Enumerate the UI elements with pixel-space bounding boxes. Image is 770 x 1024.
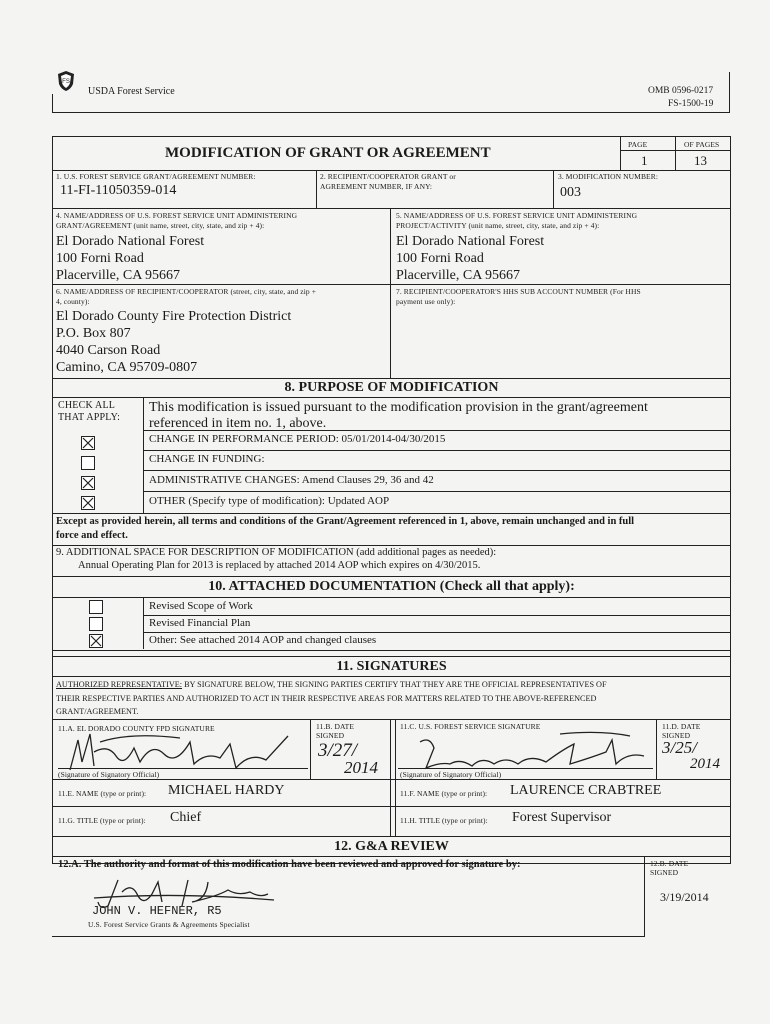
page-label: PAGE bbox=[628, 140, 648, 149]
checkbox-scope[interactable] bbox=[89, 600, 103, 614]
usda-logo-icon bbox=[56, 70, 76, 92]
sig-b-label-1: 11.B. DATE bbox=[316, 722, 355, 731]
authorized-statement-2: THEIR RESPECTIVE PARTIES AND AUTHORIZED TO ACT IN THEIR RESPECTIVE AREAS FOR MATTERS RELATED TO THE ABOVE-REFERENCED bbox=[56, 694, 597, 703]
name-e-value: MICHAEL HARDY bbox=[168, 783, 285, 798]
modification-number: 003 bbox=[560, 185, 581, 200]
f4-label-1: 4. NAME/ADDRESS OF U.S. FOREST SERVICE UNIT ADMINISTERING bbox=[56, 211, 298, 220]
sig-d-label-1: 11.D. DATE bbox=[662, 722, 701, 731]
grant-number: 11-FI-11050359-014 bbox=[60, 183, 177, 198]
f4-line-1: El Dorado National Forest bbox=[56, 234, 205, 249]
section-9-label: 9. ADDITIONAL SPACE FOR DESCRIPTION OF MODIFICATION (add additional pages as needed): bbox=[56, 547, 497, 558]
sig-d-date-1: 3/25/ bbox=[662, 738, 697, 757]
f4-line-3: Placerville, CA 95667 bbox=[56, 268, 181, 283]
except-text-2: force and effect. bbox=[56, 530, 128, 541]
f5-line-3: Placerville, CA 95667 bbox=[396, 268, 521, 283]
authorized-heading: AUTHORIZED REPRESENTATIVE: bbox=[56, 680, 183, 689]
sig-d-date-2: 2014 bbox=[690, 756, 720, 772]
checkbox-other-attach[interactable] bbox=[89, 634, 103, 648]
f4-label-2: GRANT/AGREEMENT (unit name, street, city, state, and zip + 4): bbox=[56, 221, 265, 230]
f6-line-2: P.O. Box 807 bbox=[56, 326, 131, 341]
f5-label-1: 5. NAME/ADDRESS OF U.S. FOREST SERVICE UNIT ADMINISTERING bbox=[396, 211, 638, 220]
check-all-label-2: THAT APPLY: bbox=[58, 412, 121, 423]
section-10-title: 10. ATTACHED DOCUMENTATION (Check all that apply): bbox=[208, 579, 575, 594]
f6-label-2: 4, county): bbox=[56, 297, 90, 306]
purpose-intro-2: referenced in item no. 1, above. bbox=[149, 416, 327, 431]
item-performance-period: CHANGE IN PERFORMANCE PERIOD: 05/01/2014-04/30/2015 bbox=[149, 433, 446, 445]
sig-c-label: 11.C. U.S. FOREST SERVICE SIGNATURE bbox=[400, 722, 541, 731]
authorized-statement-1: BY SIGNATURE BELOW, THE SIGNING PARTIES CERTIFY THAT THEY ARE THE OFFICIAL REPRESENTATIVES OF bbox=[182, 680, 607, 689]
except-text-1: Except as provided herein, all terms and conditions of the Grant/Agreement referenced in 1, above, remain unchanged and in full bbox=[56, 516, 635, 527]
f2-label-1: 2. RECIPIENT/COOPERATOR GRANT or bbox=[320, 172, 456, 181]
authorized-statement-3: GRANT/AGREEMENT. bbox=[56, 707, 139, 716]
sig-caption-right: (Signature of Signatory Official) bbox=[400, 770, 502, 779]
total-pages: 13 bbox=[694, 153, 707, 168]
title-h-label: 11.H. TITLE (type or print): bbox=[400, 816, 488, 825]
checkbox-performance-period[interactable] bbox=[81, 436, 95, 450]
attach-financial: Revised Financial Plan bbox=[149, 617, 251, 629]
title-h-value: Forest Supervisor bbox=[512, 810, 612, 825]
f5-line-2: 100 Forni Road bbox=[396, 251, 484, 266]
page-number: 1 bbox=[641, 153, 648, 168]
review-12b-label-1: 12.B. DATE bbox=[650, 859, 689, 868]
agency-name: USDA Forest Service bbox=[88, 86, 175, 97]
name-e-label: 11.E. NAME (type or print): bbox=[58, 789, 147, 798]
check-all-label-1: CHECK ALL bbox=[58, 400, 116, 411]
purpose-intro-1: This modification is issued pursuant to the modification provision in the grant/agreement bbox=[149, 400, 648, 415]
f2-label-2: AGREEMENT NUMBER, IF ANY: bbox=[320, 182, 433, 191]
title-g-value: Chief bbox=[170, 810, 202, 825]
sig-b-date-2: 2014 bbox=[344, 758, 378, 777]
f7-label-1: 7. RECIPIENT/COOPERATOR'S HHS SUB ACCOUNT NUMBER (For HHS bbox=[396, 287, 641, 296]
f5-line-1: El Dorado National Forest bbox=[396, 234, 545, 249]
name-f-value: LAURENCE CRABTREE bbox=[510, 783, 662, 798]
reviewer-title: U.S. Forest Service Grants & Agreements Specialist bbox=[88, 920, 250, 929]
sig-a-label: 11.A. EL DORADO COUNTY FPD SIGNATURE bbox=[58, 724, 215, 733]
review-12b-date: 3/19/2014 bbox=[660, 890, 709, 904]
section-12-title: 12. G&A REVIEW bbox=[334, 839, 449, 854]
f3-label: 3. MODIFICATION NUMBER: bbox=[558, 172, 659, 181]
section-8-title: 8. PURPOSE OF MODIFICATION bbox=[284, 380, 499, 395]
f7-label-2: payment use only): bbox=[396, 297, 456, 306]
authorized-text-1 bbox=[56, 680, 607, 689]
checkbox-funding[interactable] bbox=[81, 456, 95, 470]
checkbox-administrative[interactable] bbox=[81, 476, 95, 490]
name-f-label: 11.F. NAME (type or print): bbox=[400, 789, 488, 798]
sig-b-date-1: 3/27/ bbox=[318, 740, 358, 761]
f6-line-1: El Dorado County Fire Protection District bbox=[56, 309, 292, 324]
item-administrative: ADMINISTRATIVE CHANGES: Amend Clauses 29, 36 and 42 bbox=[149, 474, 434, 486]
item-funding: CHANGE IN FUNDING: bbox=[149, 453, 265, 465]
reviewer-name: JOHN V. HEFNER, R5 bbox=[92, 904, 222, 918]
attach-other: Other: See attached 2014 AOP and changed clauses bbox=[149, 634, 377, 646]
review-12a-label: 12.A. The authority and format of this modification have been reviewed and approved for signature by: bbox=[58, 859, 521, 870]
f6-label-1: 6. NAME/ADDRESS OF RECIPIENT/COOPERATOR (street, city, state, and zip + bbox=[56, 287, 317, 296]
svg-text:FS: FS bbox=[62, 79, 70, 85]
form-number: FS-1500-19 bbox=[668, 99, 714, 109]
item-other: OTHER (Specify type of modification): Updated AOP bbox=[149, 495, 390, 507]
f6-line-4: Camino, CA 95709-0807 bbox=[56, 360, 198, 375]
section-11-title: 11. SIGNATURES bbox=[336, 659, 447, 674]
sig-d-label-2: SIGNED bbox=[662, 731, 691, 740]
f5-label-2: PROJECT/ACTIVITY (unit name, street, city, state, and zip + 4): bbox=[396, 221, 600, 230]
f1-label: 1. U.S. FOREST SERVICE GRANT/AGREEMENT NUMBER: bbox=[56, 172, 256, 181]
sig-caption-left: (Signature of Signatory Official) bbox=[58, 770, 160, 779]
form-title: MODIFICATION OF GRANT OR AGREEMENT bbox=[165, 145, 491, 161]
checkbox-other[interactable] bbox=[81, 496, 95, 510]
attach-scope: Revised Scope of Work bbox=[149, 600, 253, 612]
omb-number: OMB 0596-0217 bbox=[648, 86, 714, 96]
of-pages-label: OF PAGES bbox=[684, 140, 720, 149]
title-g-label: 11.G. TITLE (type or print): bbox=[58, 816, 146, 825]
sig-b-label-2: SIGNED bbox=[316, 731, 345, 740]
f6-line-3: 4040 Carson Road bbox=[56, 343, 161, 358]
f4-line-2: 100 Forni Road bbox=[56, 251, 144, 266]
section-9-text: Annual Operating Plan for 2013 is replaced by attached 2014 AOP which expires on 4/30/2015. bbox=[78, 560, 481, 571]
checkbox-financial[interactable] bbox=[89, 617, 103, 631]
review-12b-label-2: SIGNED bbox=[650, 868, 679, 877]
